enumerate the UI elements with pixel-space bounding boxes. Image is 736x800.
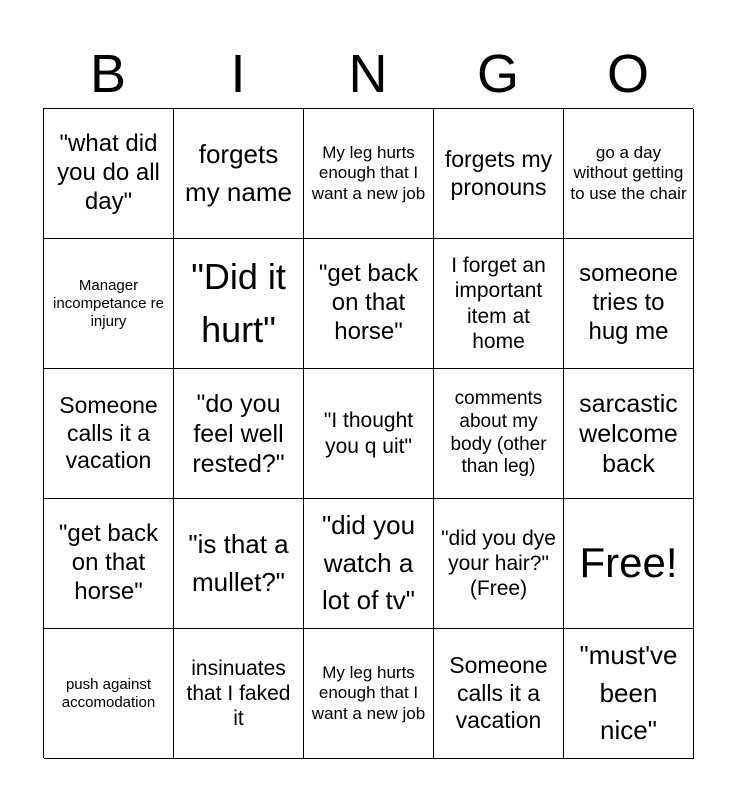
cell-text: "I thought you q uit" — [323, 409, 414, 458]
cell-text: "what did you do all day" — [57, 130, 160, 215]
cell-text: Manager incompetance re injury — [53, 276, 164, 330]
bingo-cell-r2c3[interactable] — [304, 239, 434, 369]
bingo-cell-r2c1[interactable] — [44, 239, 174, 369]
cell-text: "did you dye your hair?" (Free) — [441, 526, 556, 601]
bingo-cell-r2c4[interactable] — [434, 239, 564, 369]
cell-text: sarcastic welcome back — [579, 389, 678, 478]
cell-text: "get back on that horse" — [58, 520, 159, 605]
bingo-cell-r1c4[interactable] — [434, 109, 564, 239]
bingo-cell-r4c4[interactable] — [434, 499, 564, 629]
bingo-cell-r2c2[interactable] — [174, 239, 304, 369]
bingo-cell-r2c5[interactable] — [564, 239, 694, 369]
bingo-cell-free[interactable] — [564, 499, 694, 629]
bingo-cell-r3c3[interactable] — [304, 369, 434, 499]
bingo-cell-r5c3[interactable] — [304, 629, 434, 759]
bingo-cell-r5c2[interactable] — [174, 629, 304, 759]
bingo-cell-r1c2[interactable] — [174, 109, 304, 239]
cell-text: My leg hurts enough that I want a new job — [311, 142, 426, 203]
cell-text: push against accomodation — [61, 675, 156, 711]
header-letter-n: N — [348, 44, 388, 104]
bingo-cell-r3c5[interactable] — [564, 369, 694, 499]
cell-text: "Did it hurt" — [191, 256, 286, 350]
cell-text: "get back on that horse" — [318, 260, 419, 345]
header-letter-o: O — [606, 44, 649, 104]
bingo-card-grid — [43, 108, 693, 758]
bingo-cell-r3c2[interactable] — [174, 369, 304, 499]
bingo-cell-r3c1[interactable] — [44, 369, 174, 499]
cell-text: My leg hurts enough that I want a new job — [311, 662, 426, 723]
bingo-cell-r5c5[interactable] — [564, 629, 694, 759]
cell-text: "did you watch a lot of tv" — [321, 509, 416, 616]
cell-text: someone tries to hug me — [579, 260, 678, 345]
bingo-cell-r3c4[interactable] — [434, 369, 564, 499]
cell-text: go a day without getting to use the chair — [570, 142, 687, 203]
bingo-cell-r1c3[interactable] — [304, 109, 434, 239]
bingo-cell-r1c5[interactable] — [564, 109, 694, 239]
bingo-cell-r1c1[interactable] — [44, 109, 174, 239]
bingo-cell-r4c3[interactable] — [304, 499, 434, 629]
cell-text: Free! — [579, 539, 678, 587]
bingo-cell-r4c2[interactable] — [174, 499, 304, 629]
header-letter-g: G — [476, 44, 519, 104]
header-letter-i: I — [230, 44, 246, 104]
cell-text: Someone calls it a vacation — [449, 652, 548, 734]
cell-text: "must've been nice" — [579, 639, 678, 746]
cell-text: forgets my name — [185, 138, 292, 207]
bingo-cell-r5c4[interactable] — [434, 629, 564, 759]
cell-text: insinuates that I faked it — [186, 656, 291, 731]
cell-text: comments about my body (other than leg) — [450, 387, 547, 478]
cell-text: I forget an important item at home — [451, 254, 546, 353]
cell-text: "is that a mullet?" — [188, 528, 289, 597]
cell-text: "do you feel well rested?" — [192, 389, 285, 478]
cell-text: Someone calls it a vacation — [59, 392, 158, 474]
header-letter-b: B — [89, 44, 127, 104]
bingo-cell-r4c1[interactable] — [44, 499, 174, 629]
bingo-header — [43, 40, 693, 108]
cell-text: forgets my pronouns — [444, 145, 553, 200]
bingo-cell-r5c1[interactable] — [44, 629, 174, 759]
